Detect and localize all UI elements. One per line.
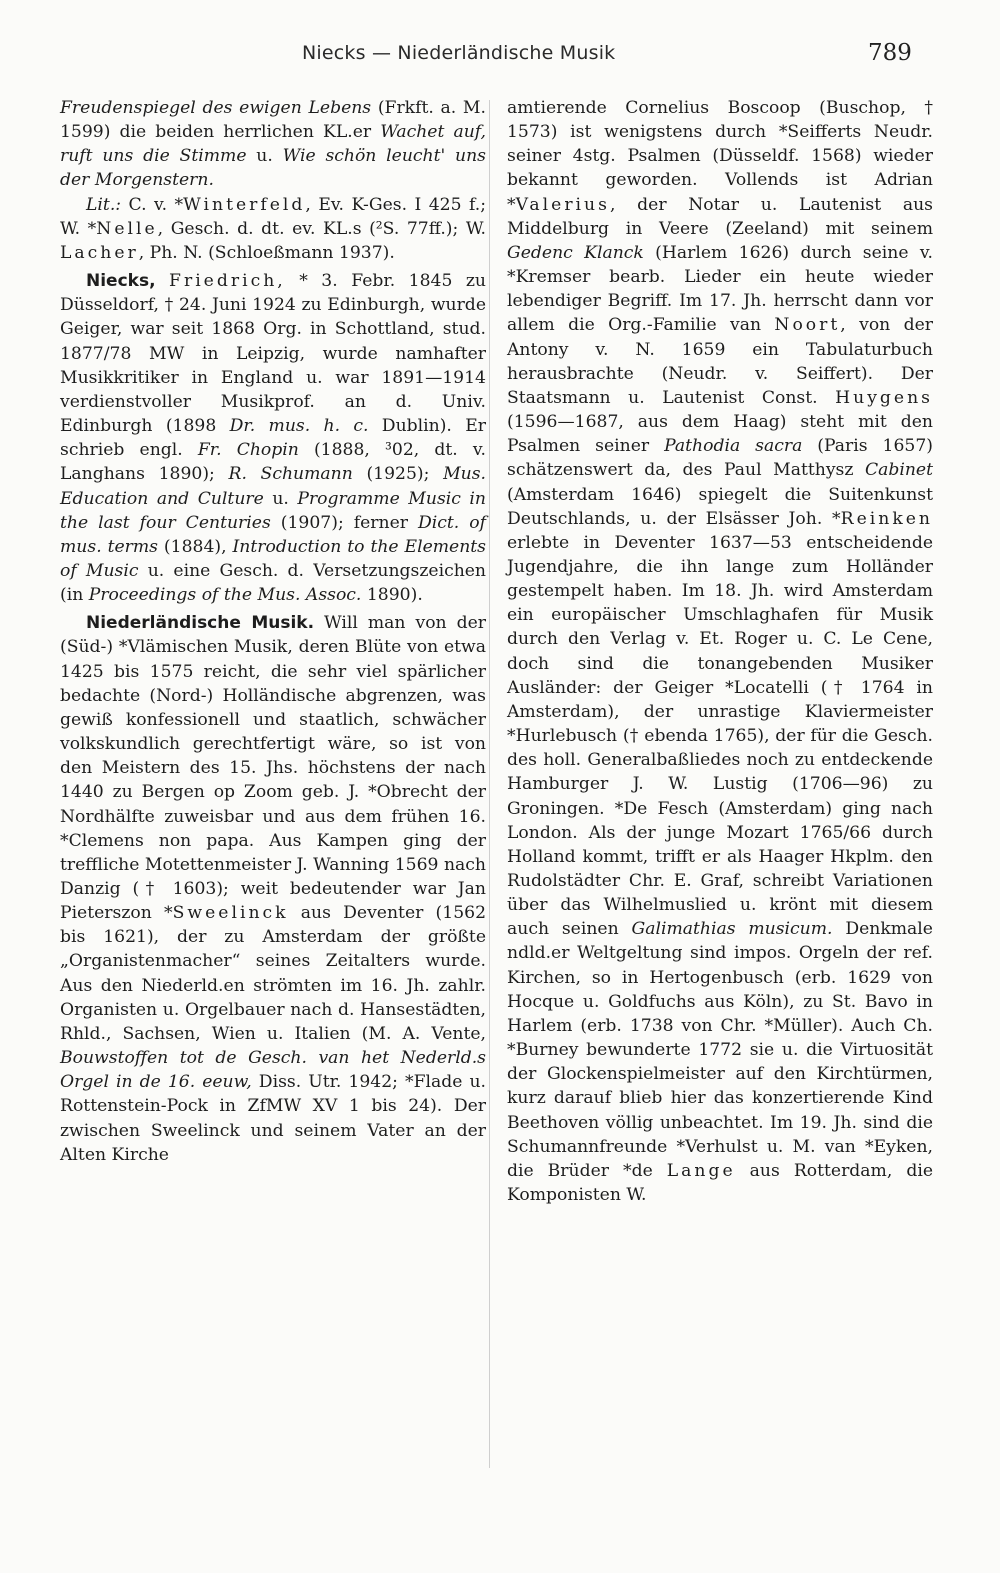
title-freudenspiegel: Freudenspiegel des ewigen Lebens — [60, 98, 372, 118]
column-divider — [489, 100, 490, 1468]
text-span: Dublin). Er schrieb engl. — [60, 416, 486, 461]
text-span: , Ev. K-Ges. I 425 f.; W. * — [60, 194, 486, 239]
text-span: (Frkft. a. M. 1599) die beiden herrlichen KL.er — [60, 98, 486, 143]
text-span: (1925); — [352, 464, 444, 485]
running-head: Niecks — Niederländische Musik — [302, 42, 616, 64]
text-span: u. — [263, 488, 298, 509]
left-column — [60, 96, 486, 1167]
paragraph-freudenspiegel — [60, 96, 486, 193]
text-span: (Paris 1657) schätzenswert da, des Paul Matthysz — [507, 436, 933, 481]
given-name-friedrich: Friedrich, — [169, 271, 286, 292]
text-span: amtierende Cornelius Boscoop (Buschop, † 1573) ist wenigstens durch *Seifferts Neudr. seiner 4stg. Psalmen (Düsseldf. 1568) wieder bekannt geworden. Vollends ist Adrian * — [507, 98, 933, 215]
text-span: , Gesch. d. dt. ev. KL.s (²S. 77ff.); W. — [157, 218, 486, 239]
name-sweelinck: Sweelinck — [172, 903, 289, 924]
title-dict: Dict. of mus. terms — [60, 512, 487, 557]
title-schumann: R. Schumann — [228, 464, 353, 485]
text-span: Denkmale ndld.er Weltgeltung sind impos. Orgeln der ref. Kirchen, so in Hertogenbusch (erb. 1629 von Hocque u. Goldfuchs aus Köln), zu St. Bavo in Harlem (erb. 1738 von Chr. *Müller). Auch Ch. *Burney bewunderte 1772 sie u. die Virtuosität der Glockenspielmeister auf den Kirchtürmen, kurz darauf blieb hier das konzertierende Kind Beethoven völlig unbeachtet. Im 19. Jh. sind die Schumannfreunde *Verhulst u. M. van *Eyken, die Brüder *de — [507, 919, 933, 1181]
paragraph-literature — [60, 193, 486, 265]
text-span: aus Deventer (1562 bis 1621), der zu Amsterdam der größte „Organistenmacher“ seines Zeitalters wurde. Aus den Niederld.en strömten im 16. Jh. zahlr. Organisten u. Orgelbauer nach d. Hansestädten, Rhld., Sachsen, Wien u. Italien (M. A. Vente, — [60, 903, 486, 1044]
lemma-niederlaendische-musik: Niederländische Musik. — [86, 613, 315, 634]
name-lange: Lange — [666, 1160, 736, 1181]
title-programme-music: Programme Music in the last four Centuries — [60, 488, 486, 533]
text-span: , Ph. N. (Schloeßmann 1937). — [138, 242, 395, 263]
author-lacher: Lacher — [60, 242, 139, 263]
author-winterfeld: Winterfeld — [183, 194, 306, 215]
text-span: * 3. Febr. 1845 zu Düsseldorf, † 24. Juni 1924 zu Edinburgh, wurde Geiger, war seit 1868 Org. in Schottland, stud. 1877/78 MW in Leipzig, wurde namhafter Musikkritiker in England u. war 1891—1914 verdienstvoller Musikprof. an d. Univ. Edinburgh (1898 — [60, 271, 487, 437]
text-span: erlebte in Deventer 1637—53 entscheidende Jugendjahre, die ihn lange zum Holländer gestempelt haben. Im 18. Jh. wird Amsterdam ein europäischer Umschlaghafen für Musik durch den Verlag v. Et. Roger u. C. Le Cene, doch sind die tonangebenden Musiker Ausländer: der Geiger *Locatelli († 1764 in Amsterdam), der unrastige Klaviermeister *Hurlebusch († ebenda 1765), der für die Gesch. des holl. Generalbaßliedes noch zu entdeckende Hamburger J. W. Lustig (1706—96) zu Groningen. *De Fesch (Amsterdam) ging nach London. Als der junge Mozart 1765/66 durch Holland kommt, trifft er als Haager Hkplm. den Rudolstädter Chr. E. Graf, schreibt Variationen über das Wilhelmuslied u. krönt mit diesem auch seinen — [507, 532, 933, 940]
text-span: (Harlem 1626) durch seine v. *Kremser bearb. Lieder ein heute wieder lebendiger Begriff. Im 17. Jh. herrscht dann vor allem die Org.-Familie van — [507, 242, 934, 336]
text-span: Diss. Utr. 1942; *Flade u. Rottenstein-Pock in ZfMW XV 1 bis 24). Der zwischen Sweelinck und seinem Vater an der Alten Kirche — [60, 1072, 486, 1165]
name-reinken: Reinken — [840, 508, 933, 529]
text-span: , der Notar u. Lautenist aus Middelburg in Veere (Zeeland) mit seinem — [507, 194, 933, 239]
text-span: C. v. * — [121, 194, 184, 215]
text-span: Will man von der (Süd-) *Vlämischen Musik, deren Blüte von etwa 1425 bis 1575 reicht, die sehr viel spärlicher bedachte (Nord-) Holländische abgrenzen, was gewiß konfessionell und staatlich, schwächer volkskundlich gerechtfertigt wäre, so ist von den Meistern des 15. Jhs. höchstens der nach 1440 zu Bergen op Zoom geb. J. *Obrecht der Nordhälfte zuweisbar und aus dem frühen 16. *Clemens non papa. Aus Kampen ging der treffliche Motettenmeister J. Wanning 1569 nach Danzig († 1603); weit bedeutender war Jan Pieterszon * — [60, 613, 486, 924]
page-header — [0, 42, 1000, 72]
title-gedenc-klanck: Gedenc Klanck — [507, 242, 644, 263]
text-span: u. — [246, 146, 283, 167]
author-nelle: Nelle — [96, 218, 158, 239]
page-number: 789 — [868, 40, 912, 66]
name-valerius: Valerius — [515, 194, 610, 215]
title-galimathias: Galimathias musicum. — [631, 919, 833, 940]
name-huygens: Huygens — [835, 387, 933, 408]
lemma-niecks: Niecks, — [86, 271, 156, 292]
title-introduction: Introduction to the Elements of Music — [60, 536, 487, 581]
title-cabinet: Cabinet — [864, 460, 933, 481]
text-span: (1884), — [158, 536, 233, 557]
text-span: (Amsterdam 1646) spiegelt die Suitenkunst Deutschlands, u. der Elsässer Joh. * — [507, 484, 933, 529]
text-span: u. eine Gesch. d. Versetzungszeichen (in — [60, 560, 486, 606]
title-mus-education: Mus. Education and Culture — [60, 464, 487, 509]
text-span: (1596—1687, aus dem Haag) steht mit den Psalmen seiner — [507, 412, 933, 457]
name-noort: Noort — [774, 315, 841, 336]
paragraph-continuation — [507, 96, 933, 1207]
right-column — [507, 96, 933, 1207]
entry-niecks — [60, 269, 486, 607]
entry-niederlaendische-musik — [60, 611, 486, 1167]
text-span: , von der Antony v. N. 1659 ein Tabulaturbuch herausbrachte (Neudr. v. Seiffert). Der Staatsmann u. Lautenist Const. — [507, 315, 933, 408]
text-span: aus Rotterdam, die Komponisten W. — [507, 1160, 933, 1206]
title-bouwstoffen: Bouwstoffen tot de Gesch. van het Nederld.s Orgel in de 16. eeuw, — [60, 1048, 486, 1093]
title-chopin: Fr. Chopin — [197, 440, 299, 461]
lit-label: Lit.: — [86, 194, 122, 215]
title-proceedings: Proceedings of the Mus. Assoc. — [88, 585, 362, 606]
title-pathodia-sacra: Pathodia sacra — [664, 436, 803, 457]
title-wachet-auf: Wachet auf, ruft uns die Stimme — [60, 122, 486, 167]
text-span: (1888, ³02, dt. v. Langhans 1890); — [60, 440, 486, 485]
text-span: 1890). — [361, 585, 423, 606]
text-span: (1907); ferner — [270, 512, 418, 533]
degree-dr-mus: Dr. mus. h. c. — [229, 416, 369, 437]
title-wie-schoen: Wie schön leucht' uns der Morgenstern. — [60, 146, 486, 191]
